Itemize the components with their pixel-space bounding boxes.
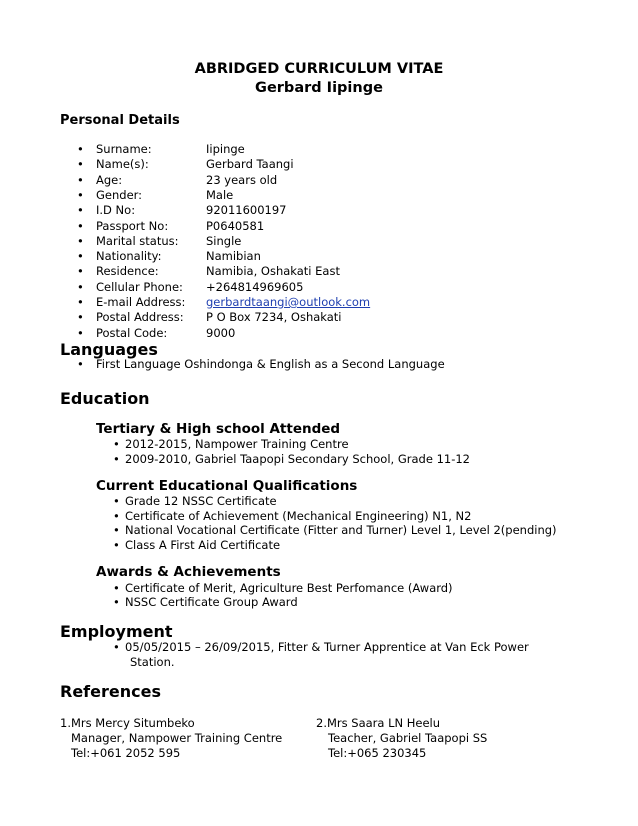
bullet: • — [77, 249, 84, 264]
bullet: • — [113, 523, 120, 537]
detail-label: Passport No: — [96, 218, 169, 233]
reference-2-name: 2.Mrs Saara LN Heelu — [316, 716, 441, 730]
awards-heading: Awards & Achievements — [96, 564, 281, 580]
detail-value: P O Box 7234, Oshakati — [206, 310, 342, 325]
bullet: • — [77, 218, 84, 233]
detail-value: Namibia, Oshakati East — [206, 264, 340, 279]
bullet: • — [77, 279, 84, 294]
detail-label: I.D No: — [96, 203, 136, 218]
personal-detail-row — [0, 295, 638, 310]
personal-details-heading: Personal Details — [60, 113, 180, 128]
employment-item-continued: Station. — [130, 655, 175, 669]
list-item: • Certificate of Merit, Agriculture Best Perfomance (Award) — [113, 581, 453, 595]
detail-value: 92011600197 — [206, 203, 287, 218]
personal-detail-row — [0, 310, 638, 325]
bullet: • — [113, 509, 120, 523]
references-heading: References — [60, 682, 161, 701]
bullet: • — [113, 581, 120, 595]
bullet: • — [113, 437, 120, 451]
detail-label: Postal Code: — [96, 325, 168, 340]
detail-value: 23 years old — [206, 172, 278, 187]
document-title: ABRIDGED CURRICULUM VITAE — [194, 61, 444, 77]
employment-heading: Employment — [60, 622, 173, 641]
bullet: • — [77, 357, 84, 371]
personal-detail-row — [0, 173, 638, 188]
list-item: • NSSC Certificate Group Award — [113, 595, 298, 609]
bullet: • — [77, 310, 84, 325]
personal-detail-row — [0, 280, 638, 295]
list-item: • Grade 12 NSSC Certificate — [113, 494, 277, 508]
detail-value: Single — [206, 233, 242, 248]
personal-detail-row — [0, 203, 638, 218]
detail-label: Postal Address: — [96, 310, 184, 325]
list-item: • 2012-2015, Nampower Training Centre — [113, 437, 349, 451]
detail-label: Age: — [96, 172, 123, 187]
personal-detail-row — [0, 326, 638, 341]
list-item: • Certificate of Achievement (Mechanical Engineering) N1, N2 — [113, 509, 472, 523]
reference-1-name: 1.Mrs Mercy Situmbeko — [60, 716, 195, 730]
languages-heading: Languages — [60, 340, 158, 359]
bullet: • — [77, 172, 84, 187]
list-item: • National Vocational Certificate (Fitter and Turner) Level 1, Level 2(pending) — [113, 523, 557, 537]
tertiary-heading: Tertiary & High school Attended — [96, 421, 341, 437]
bullet: • — [77, 233, 84, 248]
employment-item: • 05/05/2015 – 26/09/2015, Fitter & Turner Apprentice at Van Eck Power — [113, 640, 529, 654]
language-item: • First Language Oshindonga & English as a Second Language — [77, 357, 445, 371]
detail-label: Surname: — [96, 142, 152, 156]
bullet: • — [113, 538, 120, 552]
education-heading: Education — [60, 389, 150, 408]
detail-label: Residence: — [96, 264, 159, 279]
detail-value: P0640581 — [206, 218, 265, 233]
detail-label: E-mail Address: — [96, 295, 186, 309]
bullet: • — [77, 157, 84, 172]
detail-value: 9000 — [206, 325, 236, 340]
detail-label: Marital status: — [96, 233, 179, 248]
email-link[interactable]: gerbardtaangi@outlook.com — [206, 295, 371, 309]
personal-detail-row — [0, 264, 638, 279]
detail-label: Cellular Phone: — [96, 279, 183, 294]
name-heading: Gerbard Iipinge — [255, 80, 383, 96]
detail-value: +264814969605 — [206, 279, 304, 294]
detail-label: Nationality: — [96, 249, 162, 264]
bullet: • — [113, 494, 120, 508]
personal-detail-row — [0, 234, 638, 249]
qualifications-heading: Current Educational Qualifications — [96, 478, 358, 494]
detail-label: Name(s): — [96, 157, 149, 172]
bullet: • — [77, 295, 84, 309]
reference-2-tel: Tel:+065 230345 — [328, 746, 427, 760]
detail-label: Gender: — [96, 187, 143, 202]
bullet: • — [113, 452, 120, 466]
personal-detail-row — [0, 157, 638, 172]
bullet: • — [113, 640, 120, 654]
detail-value: Gerbard Taangi — [206, 157, 294, 172]
bullet: • — [77, 187, 84, 202]
detail-value: Namibian — [206, 249, 261, 264]
list-item: • Class A First Aid Certificate — [113, 538, 281, 552]
bullet: • — [77, 264, 84, 279]
bullet: • — [77, 203, 84, 218]
bullet: • — [77, 142, 84, 156]
personal-detail-row — [0, 142, 638, 157]
reference-1-position: Manager, Nampower Training Centre — [71, 731, 283, 745]
personal-detail-row — [0, 249, 638, 264]
reference-1-tel: Tel:+061 2052 595 — [71, 746, 181, 760]
reference-2-position: Teacher, Gabriel Taapopi SS — [328, 731, 488, 745]
list-item: • 2009-2010, Gabriel Taapopi Secondary School, Grade 11-12 — [113, 452, 470, 466]
detail-value: Iipinge — [206, 142, 245, 156]
bullet: • — [77, 325, 84, 340]
bullet: • — [113, 595, 120, 609]
detail-value: Male — [206, 187, 234, 202]
personal-detail-row — [0, 188, 638, 203]
personal-detail-row — [0, 219, 638, 234]
